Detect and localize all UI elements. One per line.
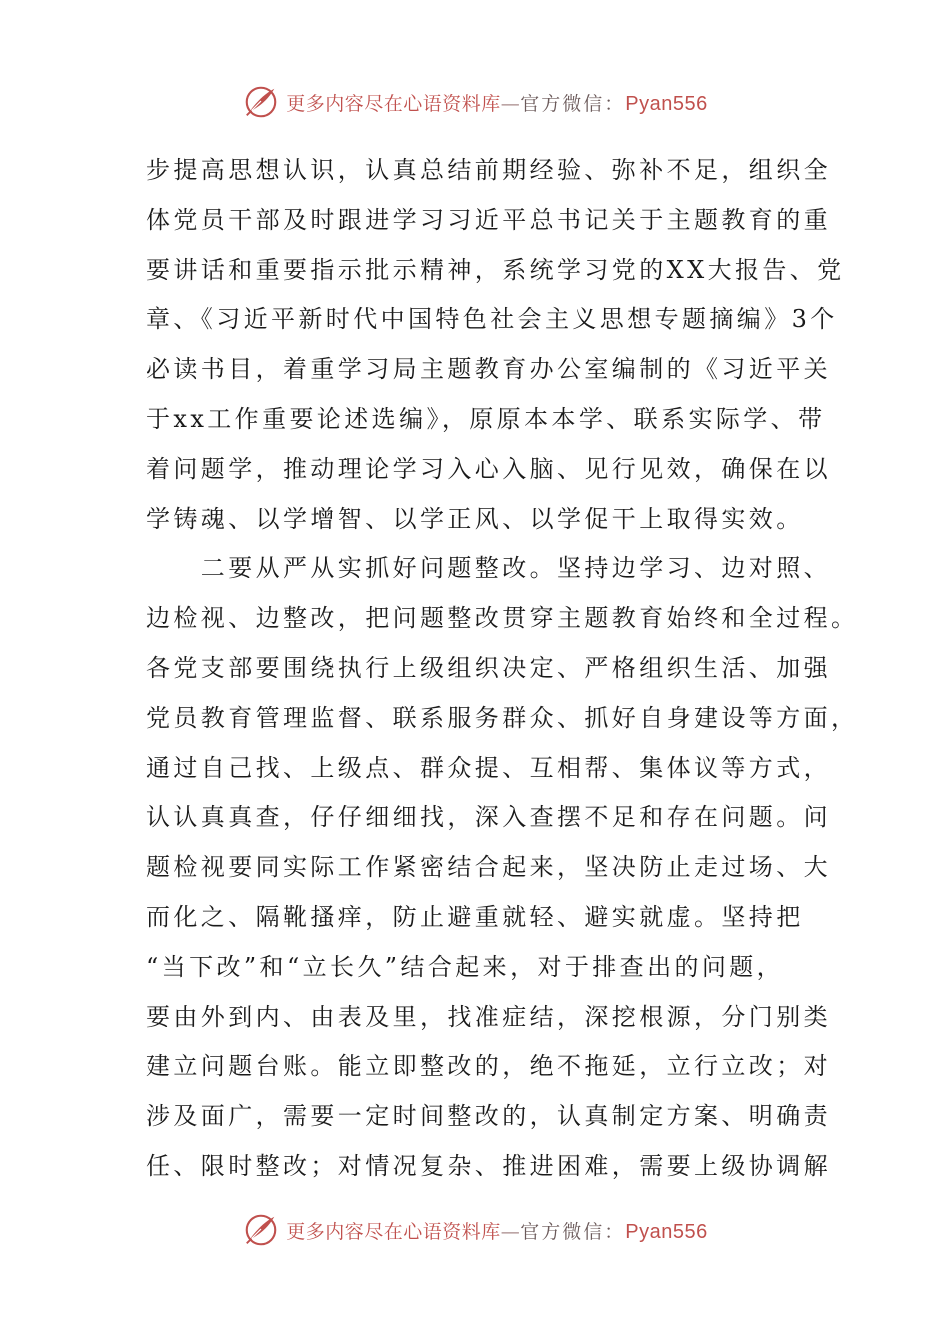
text-line: 二要从严从实抓好问题整改。坚持边学习、边对照、 [146,554,831,583]
text-line: 通过自己找、上级点、群众提、互相帮、集体议等方式， [146,753,831,782]
text-line: 章、《习近平新时代中国特色社会主义思想专题摘编》3个 [146,305,838,334]
text-line: 题检视要同实际工作紧密结合起来，坚决防止走过场、大 [146,853,831,882]
text-line: 必读书目，着重学习局主题教育办公室编制的《习近平关 [146,355,831,384]
text-line: 各党支部要围绕执行上级组织决定、严格组织生活、加强 [146,653,831,682]
text-line: 边检视、边整改，把问题整改贯穿主题教育始终和全过程。 [146,604,859,633]
text-line: 涉及面广，需要一定时间整改的，认真制定方案、明确责 [146,1102,831,1131]
banner-text [286,89,708,116]
text-line: 而化之、隔靴搔痒，防止避重就轻、避实就虚。坚持把 [146,902,804,931]
header-banner [0,80,950,124]
text-line: 要讲话和重要指示批示精神，系统学习党的XX大报告、党 [146,255,845,284]
banner-wechat-id: Pyan556 [625,1220,708,1243]
quill-logo-icon [242,83,280,121]
text-line: 党员教育管理监督、联系服务群众、抓好自身建设等方面， [146,703,859,732]
banner-text [286,1217,708,1244]
text-line: 步提高思想认识，认真总结前期经验、弥补不足，组织全 [146,156,831,184]
banner-dash: — [500,92,521,115]
text-line: 认认真真查，仔仔细细找，深入查摆不足和存在问题。问 [146,803,831,832]
document-body [146,146,859,1192]
banner-official-label: 官方微信： [520,92,626,115]
text-line: 于xx工作重要论述选编》，原原本本学、联系实际学、带 [146,404,826,433]
text-line: 体党员干部及时跟进学习习近平总书记关于主题教育的重 [146,205,831,234]
banner-official-label: 官方微信： [520,1220,626,1243]
quill-logo-icon [242,1211,280,1249]
footer-banner [0,1208,950,1252]
text-line: 建立问题台账。能立即整改的，绝不拖延，立行立改；对 [146,1052,831,1081]
text-line: 学铸魂、以学增智、以学正风、以学促干上取得实效。 [146,504,804,533]
banner-dash: — [500,1220,521,1243]
banner-wechat-id: Pyan556 [625,92,708,115]
text-line: 着问题学，推动理论学习入心入脑、见行见效，确保在以 [146,454,831,483]
text-line: “当下改”和“立长久”结合起来，对于排查出的问题， [146,952,785,981]
text-line: 任、限时整改；对情况复杂、推进困难，需要上级协调解 [146,1151,831,1180]
text-line: 要由外到内、由表及里，找准症结，深挖根源，分门别类 [146,1002,831,1031]
banner-library-text: 更多内容尽在心语资料库 [286,1220,501,1243]
banner-library-text: 更多内容尽在心语资料库 [286,92,501,115]
